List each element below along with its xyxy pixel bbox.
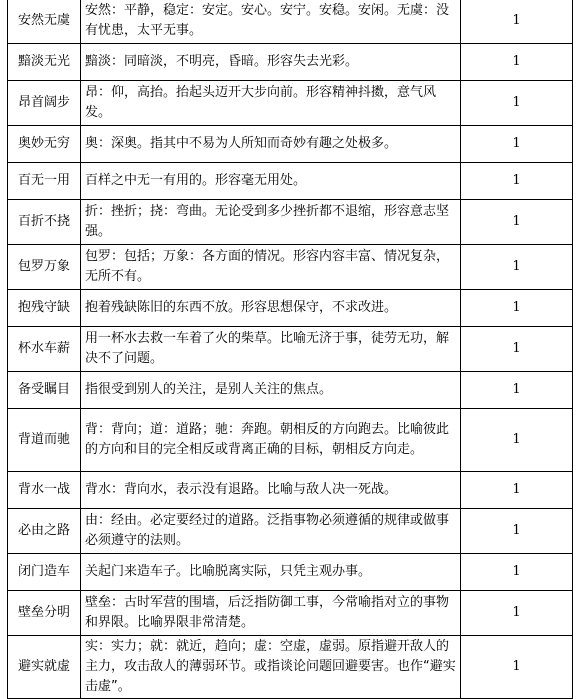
table-row bbox=[8, 163, 573, 200]
idiom-definition-cell: 壁垒：古时军营的围墙，后泛指防御工事，今常喻指对立的事物和界限。比喻界限非常清楚。 bbox=[81, 591, 461, 636]
idiom-word-cell: 百折不挠 bbox=[8, 200, 81, 245]
idiom-definition-cell: 抱着残缺陈旧的东西不放。形容思想保守，不求改进。 bbox=[81, 290, 461, 327]
idiom-word-cell: 安然无虞 bbox=[8, 0, 81, 44]
table-row bbox=[8, 591, 573, 636]
idiom-count-cell: 1 bbox=[461, 554, 573, 591]
idiom-word-cell: 闭门造车 bbox=[8, 554, 81, 591]
idiom-word-cell: 黯淡无光 bbox=[8, 44, 81, 81]
idiom-word-cell: 背道而驰 bbox=[8, 409, 81, 472]
idiom-count-cell: 1 bbox=[461, 200, 573, 245]
idiom-definition-cell: 奥：深奥。指其中不易为人所知而奇妙有趣之处极多。 bbox=[81, 126, 461, 163]
table-row bbox=[8, 409, 573, 472]
idiom-definition-cell: 安然：平静，稳定：安定。安心。安宁。安稳。安闲。无虞：没有忧患，太平无事。 bbox=[81, 0, 461, 44]
idiom-count-cell: 1 bbox=[461, 290, 573, 327]
idiom-count-cell: 1 bbox=[461, 245, 573, 290]
idiom-word-cell: 必由之路 bbox=[8, 509, 81, 554]
idiom-definition-cell: 用一杯水去救一车着了火的柴草。比喻无济于事，徒劳无功，解决不了问题。 bbox=[81, 327, 461, 372]
idiom-word-cell: 背水一战 bbox=[8, 472, 81, 509]
idiom-definition-cell: 黯淡：同暗淡，不明亮，昏暗。形容失去光彩。 bbox=[81, 44, 461, 81]
idiom-definition-cell: 实：实力；就：就近，趋向；虚：空虚，虚弱。原指避开敌人的主力，攻击敌人的薄弱环节。或指谈论问题回避要害。也作“避实击虚”。 bbox=[81, 636, 461, 699]
idiom-word-cell: 百无一用 bbox=[8, 163, 81, 200]
table-row bbox=[8, 372, 573, 409]
idiom-count-cell: 1 bbox=[461, 44, 573, 81]
idiom-count-cell: 1 bbox=[461, 372, 573, 409]
idiom-word-cell: 奥妙无穷 bbox=[8, 126, 81, 163]
table-row bbox=[8, 290, 573, 327]
table-row bbox=[8, 327, 573, 372]
idiom-count-cell: 1 bbox=[461, 472, 573, 509]
idiom-count-cell: 1 bbox=[461, 327, 573, 372]
idiom-count-cell: 1 bbox=[461, 163, 573, 200]
table-row bbox=[8, 636, 573, 699]
idiom-count-cell: 1 bbox=[461, 509, 573, 554]
idiom-table-body bbox=[8, 0, 573, 699]
idiom-definition-cell: 包罗：包括；万象：各方面的情况。形容内容丰富、情况复杂，无所不有。 bbox=[81, 245, 461, 290]
idiom-count-cell: 1 bbox=[461, 0, 573, 44]
table-row bbox=[8, 554, 573, 591]
idiom-count-cell: 1 bbox=[461, 126, 573, 163]
idiom-count-cell: 1 bbox=[461, 636, 573, 699]
table-row bbox=[8, 44, 573, 81]
idiom-word-cell: 避实就虚 bbox=[8, 636, 81, 699]
idiom-definition-cell: 背水：背向水，表示没有退路。比喻与敌人决一死战。 bbox=[81, 472, 461, 509]
idiom-definition-cell: 指很受到别人的关注，是别人关注的焦点。 bbox=[81, 372, 461, 409]
idiom-word-cell: 壁垒分明 bbox=[8, 591, 81, 636]
idiom-word-cell: 杯水车薪 bbox=[8, 327, 81, 372]
idiom-count-cell: 1 bbox=[461, 81, 573, 126]
idiom-table bbox=[7, 0, 573, 699]
table-row bbox=[8, 472, 573, 509]
table-row bbox=[8, 126, 573, 163]
idiom-count-cell: 1 bbox=[461, 591, 573, 636]
table-row bbox=[8, 245, 573, 290]
idiom-definition-cell: 由：经由。必定要经过的道路。泛指事物必须遵循的规律或做事必须遵守的法则。 bbox=[81, 509, 461, 554]
idiom-word-cell: 昂首阔步 bbox=[8, 81, 81, 126]
table-row bbox=[8, 0, 573, 44]
idiom-count-cell: 1 bbox=[461, 409, 573, 472]
idiom-word-cell: 抱残守缺 bbox=[8, 290, 81, 327]
idiom-definition-cell: 背：背向；道：道路；驰：奔跑。朝相反的方向跑去。比喻彼此的方向和目的完全相反或背离正确的目标，朝相反方向走。 bbox=[81, 409, 461, 472]
table-row bbox=[8, 509, 573, 554]
idiom-definition-cell: 折：挫折；挠：弯曲。无论受到多少挫折都不退缩，形容意志坚强。 bbox=[81, 200, 461, 245]
idiom-definition-cell: 昂：仰，高抬。抬起头迈开大步向前。形容精神抖擞，意气风发。 bbox=[81, 81, 461, 126]
table-row bbox=[8, 200, 573, 245]
idiom-word-cell: 备受瞩目 bbox=[8, 372, 81, 409]
table-row bbox=[8, 81, 573, 126]
idiom-definition-cell: 百样之中无一有用的。形容毫无用处。 bbox=[81, 163, 461, 200]
idiom-definition-cell: 关起门来造车子。比喻脱离实际，只凭主观办事。 bbox=[81, 554, 461, 591]
idiom-word-cell: 包罗万象 bbox=[8, 245, 81, 290]
